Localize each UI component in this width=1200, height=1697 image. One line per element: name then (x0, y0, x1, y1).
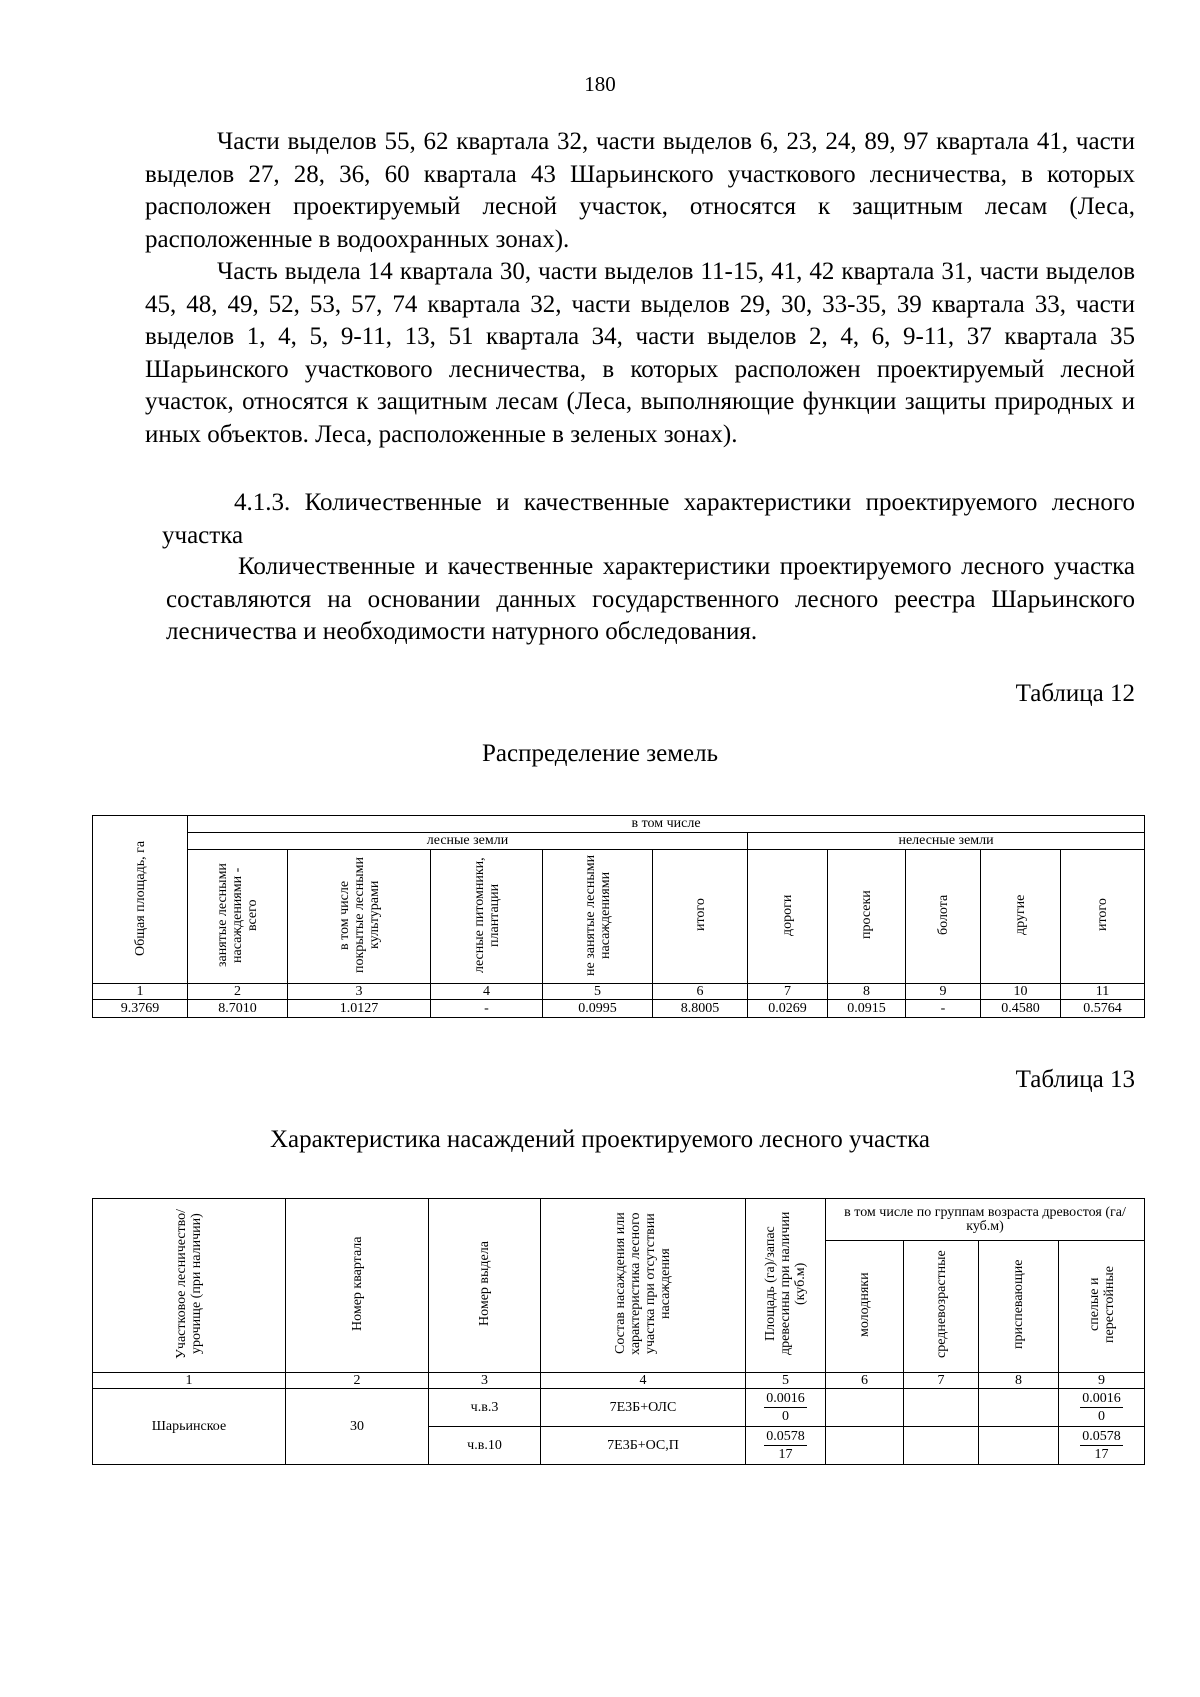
col-number: 11 (1061, 984, 1145, 1000)
col-number: 10 (981, 984, 1061, 1000)
table-cell (904, 1389, 979, 1427)
header-nonforest-col: другие (981, 850, 1061, 984)
paragraph-3: Количественные и качественные характеристики проектируемого лесного участка составляются на основании данных государственного лесного реестра Шарьинского лесничества и необходимости натурного обследования. (166, 553, 1135, 645)
vydel-cell: ч.в.10 (429, 1427, 541, 1465)
header-vydel: Номер выдела (429, 1199, 541, 1373)
header-age-col: спелые и перестойные (1059, 1241, 1145, 1373)
col-number: 3 (288, 984, 431, 1000)
header-forest-col: в том числе покрытые лесными культурами (288, 850, 431, 984)
table-cell (826, 1427, 904, 1465)
header-quarter: Номер квартала (286, 1199, 429, 1373)
table-cell: 0.4580 (981, 1000, 1061, 1018)
header-nonforest-col: итого (1061, 850, 1145, 984)
section-heading: 4.1.3. Количественные и качественные характеристики проектируемого лесного участка (162, 489, 1135, 549)
header-forestry: Участковое лесничество/урочище (при наличии) (93, 1199, 286, 1373)
table12-caption: Таблица 12 (1015, 680, 1135, 707)
header-forest-lands: лесные земли (188, 833, 748, 850)
header-composition: Состав насаждения или характеристика лесного участка при отсутствии насаждения (541, 1199, 746, 1373)
header-age-col: средневозрастные (904, 1241, 979, 1373)
table-cell (904, 1427, 979, 1465)
col-number: 6 (653, 984, 748, 1000)
table-cell: 0.5764 (1061, 1000, 1145, 1018)
col-number: 9 (906, 984, 981, 1000)
header-nonforest-col: просеки (828, 850, 906, 984)
table13-title: Характеристика насаждений проектируемого лесного участка (269, 1126, 931, 1153)
table-cell: 8.8005 (653, 1000, 748, 1018)
col-number: 7 (748, 984, 828, 1000)
area-stock-cell: $\frac{0.0016}{0}$ (746, 1389, 826, 1427)
table-cell (979, 1389, 1059, 1427)
table-cell: 8.7010 (188, 1000, 288, 1018)
stand-characteristics-table (92, 1198, 1145, 1465)
col-number: 7 (904, 1373, 979, 1389)
col-number: 1 (93, 984, 188, 1000)
area-stock-cell: $\frac{0.0016}{0}$ (1059, 1389, 1145, 1427)
composition-cell: 7Е3Б+ОЛС (541, 1389, 746, 1427)
col-number: 9 (1059, 1373, 1145, 1389)
header-age-col: молодняки (826, 1241, 904, 1373)
table-cell: 1.0127 (288, 1000, 431, 1018)
col-number: 2 (188, 984, 288, 1000)
col-number: 3 (429, 1373, 541, 1389)
forestry-cell: Шарьинское (93, 1389, 286, 1465)
table13-caption: Таблица 13 (1015, 1066, 1135, 1093)
area-stock-cell: $\frac{0.0578}{17}$ (1059, 1427, 1145, 1465)
header-nonforest-lands: нелесные земли (748, 833, 1145, 850)
col-number: 2 (286, 1373, 429, 1389)
col-number: 4 (431, 984, 543, 1000)
header-forest-col: лесные питомники, плантации (431, 850, 543, 984)
table-row (93, 1389, 1145, 1427)
header-age-col: приспевающие (979, 1241, 1059, 1373)
header-forest-col: занятые лесными насаждениями - всего (188, 850, 288, 984)
composition-cell: 7Е3Б+ОС,П (541, 1427, 746, 1465)
area-stock-cell: $\frac{0.0578}{17}$ (746, 1427, 826, 1465)
col-number: 6 (826, 1373, 904, 1389)
table-cell (826, 1389, 904, 1427)
header-area-stock: Площадь (га)/запас древесины при наличии (куб.м) (746, 1199, 826, 1373)
page-number: 180 (584, 72, 616, 96)
table-cell (979, 1427, 1059, 1465)
quarter-cell: 30 (286, 1389, 429, 1465)
table12-title: Распределение земель (482, 740, 718, 767)
col-number: 4 (541, 1373, 746, 1389)
paragraph-2: Часть выдела 14 квартала 30, части выделов 11-15, 41, 42 квартала 31, части выделов 45, 48, 49, 52, 53, 57, 74 квартала 32, части выделов 29, 30, 33-35, 39 квартала 33, части выделов 1, 4, 5, 9-11, 13, 51 квартала 34, части выделов 2, 4, 6, 9-11, 37 квартала 35 Шарьинского участкового лесничества, в которых расположен проектируемый лесной участок, относятся к защитным лесам (Леса, выполняющие функции защиты природных и иных объектов. Леса, расположенные в зеленых зонах). (145, 258, 1135, 448)
col-number: 5 (746, 1373, 826, 1389)
header-forest-col: итого (653, 850, 748, 984)
table-cell: 9.3769 (93, 1000, 188, 1018)
header-total-area: Общая площадь, га (93, 816, 188, 984)
col-number: 1 (93, 1373, 286, 1389)
col-number: 8 (979, 1373, 1059, 1389)
table-cell: 0.0995 (543, 1000, 653, 1018)
header-including: в том числе (188, 816, 1145, 833)
table-cell: - (431, 1000, 543, 1018)
paragraph-1: Части выделов 55, 62 квартала 32, части выделов 6, 23, 24, 89, 97 квартала 41, части выделов 27, 28, 36, 60 квартала 43 Шарьинского участкового лесничества, в которых расположен проектируемый лесной участок, относятся к защитным лесам (Леса, расположенные в водоохранных зонах). (145, 128, 1135, 253)
vydel-cell: ч.в.3 (429, 1389, 541, 1427)
col-number: 8 (828, 984, 906, 1000)
table-cell: 0.0269 (748, 1000, 828, 1018)
col-number: 5 (543, 984, 653, 1000)
table-cell: - (906, 1000, 981, 1018)
header-forest-col: не занятые лесными насаждениями (543, 850, 653, 984)
header-nonforest-col: дороги (748, 850, 828, 984)
header-age-groups: в том числе по группам возраста древостоя (га/куб.м) (826, 1199, 1145, 1241)
land-distribution-table (92, 815, 1145, 1018)
header-nonforest-col: болота (906, 850, 981, 984)
table-row (93, 1000, 1145, 1018)
table-cell: 0.0915 (828, 1000, 906, 1018)
